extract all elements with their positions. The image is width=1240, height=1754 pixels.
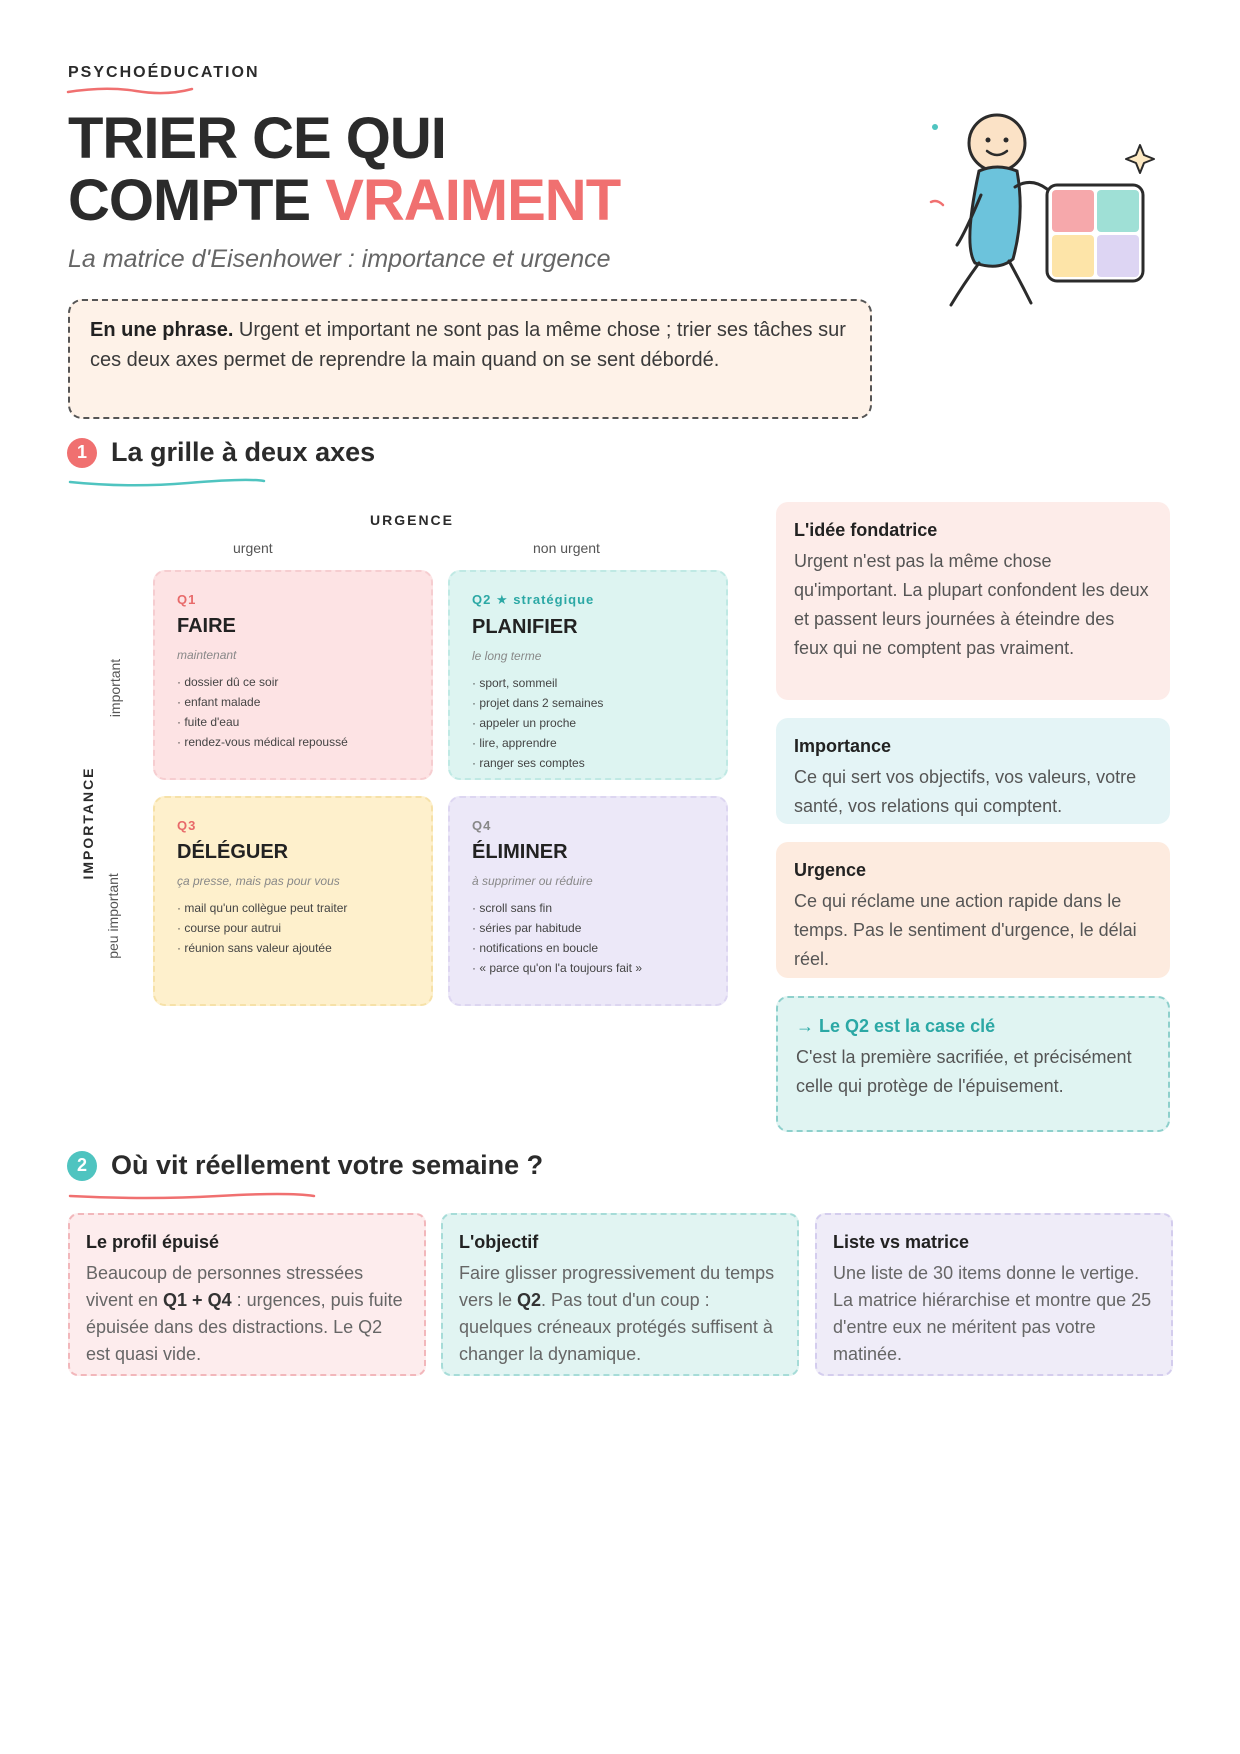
page-title <box>68 108 620 232</box>
list-item: · rendez-vous médical repoussé <box>177 735 348 749</box>
summary-box <box>68 299 872 419</box>
card-title: → Le Q2 est la case clé <box>796 1016 996 1036</box>
list-item: · réunion sans valeur ajoutée <box>177 941 332 955</box>
quadrant-title: FAIRE <box>177 615 236 637</box>
card-text: Ce qui réclame une action rapide dans le temps. Pas le sentiment d'urgence, le délai réel. <box>794 891 1137 969</box>
card-objectif <box>441 1213 799 1376</box>
quadrant-number: Q3 <box>177 818 197 833</box>
column-label-urgent: urgent <box>233 540 273 556</box>
section-2-title: Où vit réellement votre semaine ? <box>111 1150 544 1180</box>
list-item: · dossier dû ce soir <box>177 675 279 689</box>
title-word-compte: COMPTE <box>68 168 326 233</box>
summary-lead: En une phrase. <box>90 319 234 341</box>
list-item: · fuite d'eau <box>177 715 240 729</box>
quadrant-subtitle: le long terme <box>472 649 542 663</box>
page-subtitle: La matrice d'Eisenhower : importance et urgence <box>68 245 611 273</box>
list-item: · séries par habitude <box>472 921 582 935</box>
card-text: Urgent n'est pas la même chose qu'important. La plupart confondent les deux et passent leurs journées à éteindre des feux qui ne comptent pas vraiment. <box>794 551 1149 658</box>
quadrant-items <box>177 672 409 752</box>
quadrant-title: ÉLIMINER <box>472 841 568 863</box>
quadrant-subtitle: ça presse, mais pas pour vous <box>177 874 340 888</box>
row-label-peu-important: peu important <box>104 873 121 959</box>
quadrant-number: Q4 <box>472 818 492 833</box>
card-q2-case-cle <box>776 996 1170 1132</box>
quadrant-q3-deleguer <box>153 796 433 1006</box>
card-urgence <box>776 842 1170 978</box>
section-2-underline <box>68 1190 318 1202</box>
list-item: · mail qu'un collègue peut traiter <box>177 901 348 915</box>
card-title: L'objectif <box>459 1232 539 1252</box>
quadrant-items <box>472 898 704 978</box>
card-title: Urgence <box>794 860 867 880</box>
list-item: · scroll sans fin <box>472 901 553 915</box>
card-text: Faire glisser progressivement du temps vers le Q2. Pas tout d'un coup : quelques créneaux protégés suffisent à changer la dynamique. <box>459 1263 775 1364</box>
list-item: · « parce qu'on l'a toujours fait » <box>472 961 643 975</box>
title-line-1: TRIER CE QUI <box>68 106 446 171</box>
card-text: Ce qui sert vos objectifs, vos valeurs, votre santé, vos relations qui comptent. <box>794 767 1137 816</box>
section-1-heading <box>67 437 375 468</box>
section-2-number-badge: 2 <box>67 1151 97 1181</box>
quadrant-q2-planifier <box>448 570 728 780</box>
list-item: · projet dans 2 semaines <box>472 696 604 710</box>
card-text: C'est la première sacrifiée, et précisément celle qui protège de l'épuisement. <box>796 1047 1132 1096</box>
card-text: Une liste de 30 items donne le vertige. La matrice hiérarchise et montre que 25 d'entre eux ne méritent pas votre matinée. <box>833 1263 1152 1364</box>
card-text: Beaucoup de personnes stressées vivent en Q1 + Q4 : urgences, puis fuite épuisée dans des distractions. Le Q2 est quasi vide. <box>86 1263 403 1364</box>
card-idee-fondatrice <box>776 502 1170 700</box>
list-item: · lire, apprendre <box>472 736 557 750</box>
section-1-number-badge: 1 <box>67 438 97 468</box>
quadrant-q4-eliminer <box>448 796 728 1006</box>
axis-urgence-label: URGENCE <box>370 512 455 528</box>
summary-text: Urgent et important ne sont pas la même chose ; trier ses tâches sur ces deux axes permet de reprendre la main quand on se sent débordé. <box>90 319 846 371</box>
card-title: L'idée fondatrice <box>794 520 938 540</box>
quadrant-title: DÉLÉGUER <box>177 841 289 863</box>
section-1-title: La grille à deux axes <box>111 437 376 467</box>
card-importance <box>776 718 1170 824</box>
list-item: · ranger ses comptes <box>472 756 585 770</box>
eyebrow-underline <box>66 84 196 96</box>
quadrant-subtitle: à supprimer ou réduire <box>472 874 593 888</box>
card-liste-vs-matrice <box>815 1213 1173 1376</box>
quadrant-subtitle: maintenant <box>177 648 237 662</box>
column-label-non-urgent: non urgent <box>533 540 600 556</box>
section-2-heading <box>67 1150 543 1181</box>
stick-figure-matrix-illustration <box>915 105 1165 315</box>
card-title: Le profil épuisé <box>86 1232 220 1252</box>
section-1-underline <box>68 476 268 488</box>
title-line-2 <box>68 170 620 232</box>
card-title: Importance <box>794 736 892 756</box>
list-item: · appeler un proche <box>472 716 577 730</box>
axis-importance-label: IMPORTANCE <box>80 766 96 880</box>
eyebrow-label: PSYCHOÉDUCATION <box>68 64 260 81</box>
quadrant-q1-faire <box>153 570 433 780</box>
list-item: · course pour autrui <box>177 921 282 935</box>
quadrant-title: PLANIFIER <box>472 616 578 638</box>
card-profil-epuise <box>68 1213 426 1376</box>
card-title: Liste vs matrice <box>833 1232 970 1252</box>
list-item: · notifications en boucle <box>472 941 599 955</box>
quadrant-number: Q2 ★ stratégique <box>472 592 595 607</box>
quadrant-number: Q1 <box>177 592 197 607</box>
quadrant-items <box>177 898 409 958</box>
title-accent-word: VRAIMENT <box>325 168 621 233</box>
list-item: · enfant malade <box>177 695 261 709</box>
quadrant-items <box>472 673 704 773</box>
row-label-important: important <box>107 658 124 718</box>
list-item: · sport, sommeil <box>472 676 558 690</box>
